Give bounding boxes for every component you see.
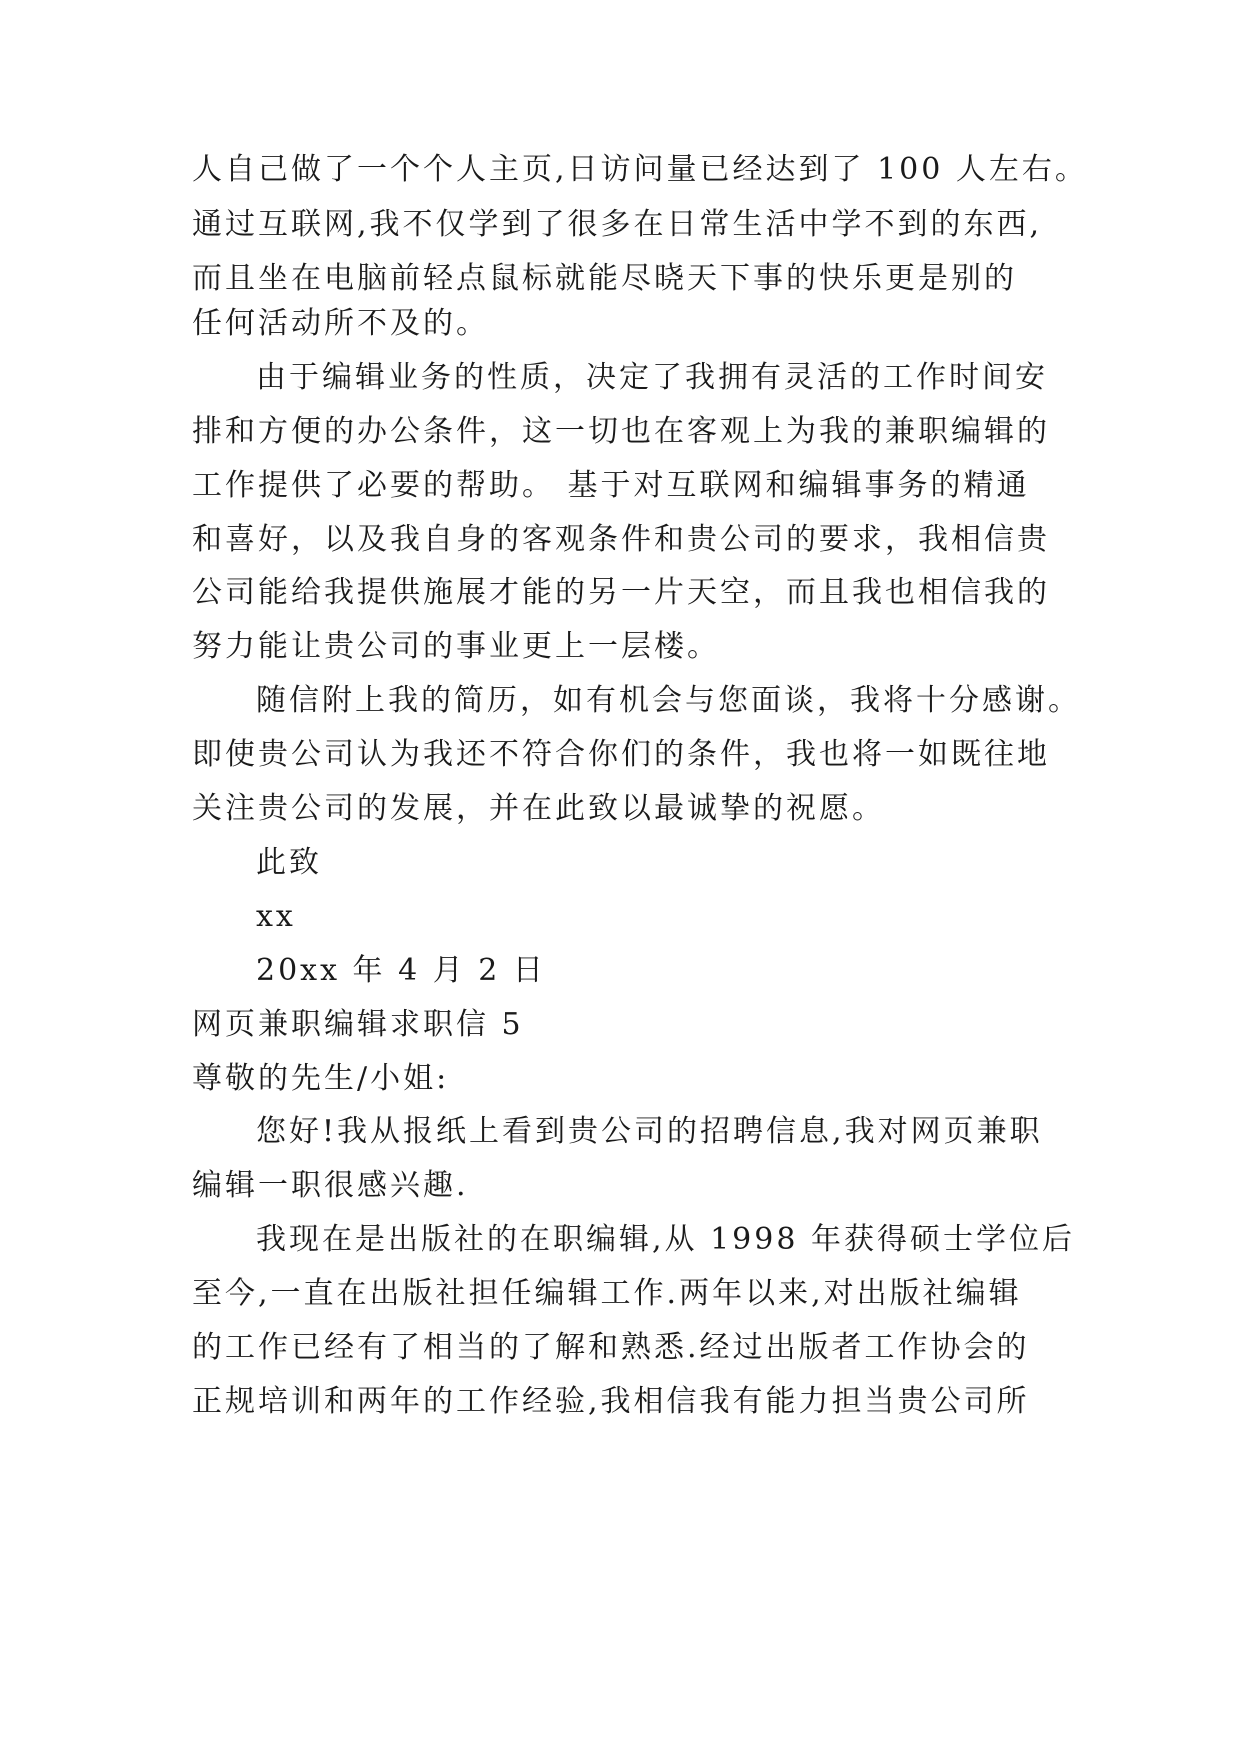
- closing-line: 此致: [256, 845, 322, 880]
- text-line: 正规培训和两年的工作经验,我相信我有能力担当贵公司所: [192, 1384, 1030, 1419]
- paragraph-start-line: 由于编辑业务的性质，决定了我拥有灵活的工作时间安: [256, 360, 1048, 395]
- text-line: 公司能给我提供施展才能的另一片天空，而且我也相信我的: [192, 575, 1050, 610]
- text-line: 任何活动所不及的。: [192, 306, 489, 341]
- text-line: 即使贵公司认为我还不符合你们的条件，我也将一如既往地: [192, 737, 1050, 772]
- text-line: 人自己做了一个个人主页,日访问量已经达到了 100 人左右。: [192, 152, 1088, 187]
- signature-line: xx: [256, 899, 296, 934]
- text-line: 关注贵公司的发展，并在此致以最诚挚的祝愿。: [192, 791, 885, 826]
- paragraph-start-line: 我现在是出版社的在职编辑,从 1998 年获得硕士学位后: [256, 1222, 1075, 1257]
- section-heading: 网页兼职编辑求职信 5: [192, 1007, 524, 1042]
- text-line: 至今,一直在出版社担任编辑工作.两年以来,对出版社编辑: [192, 1276, 1022, 1311]
- paragraph-start-line: 您好!我从报纸上看到贵公司的招聘信息,我对网页兼职: [256, 1114, 1043, 1149]
- text-line: 编辑一职很感兴趣.: [192, 1168, 469, 1203]
- text-line: 通过互联网,我不仅学到了很多在日常生活中学不到的东西,: [192, 207, 1043, 242]
- text-line: 排和方便的办公条件，这一切也在客观上为我的兼职编辑的: [192, 414, 1050, 449]
- paragraph-start-line: 随信附上我的简历，如有机会与您面谈，我将十分感谢。: [256, 683, 1081, 718]
- date-line: 20xx 年 4 月 2 日: [256, 953, 546, 988]
- salutation-line: 尊敬的先生/小姐:: [192, 1061, 450, 1096]
- text-line: 工作提供了必要的帮助。 基于对互联网和编辑事务的精通: [192, 468, 1030, 503]
- text-line: 的工作已经有了相当的了解和熟悉.经过出版者工作协会的: [192, 1330, 1030, 1365]
- text-line: 和喜好，以及我自身的客观条件和贵公司的要求，我相信贵: [192, 522, 1050, 557]
- text-line: 努力能让贵公司的事业更上一层楼。: [192, 629, 720, 664]
- text-line: 而且坐在电脑前轻点鼠标就能尽晓天下事的快乐更是别的: [192, 261, 1017, 296]
